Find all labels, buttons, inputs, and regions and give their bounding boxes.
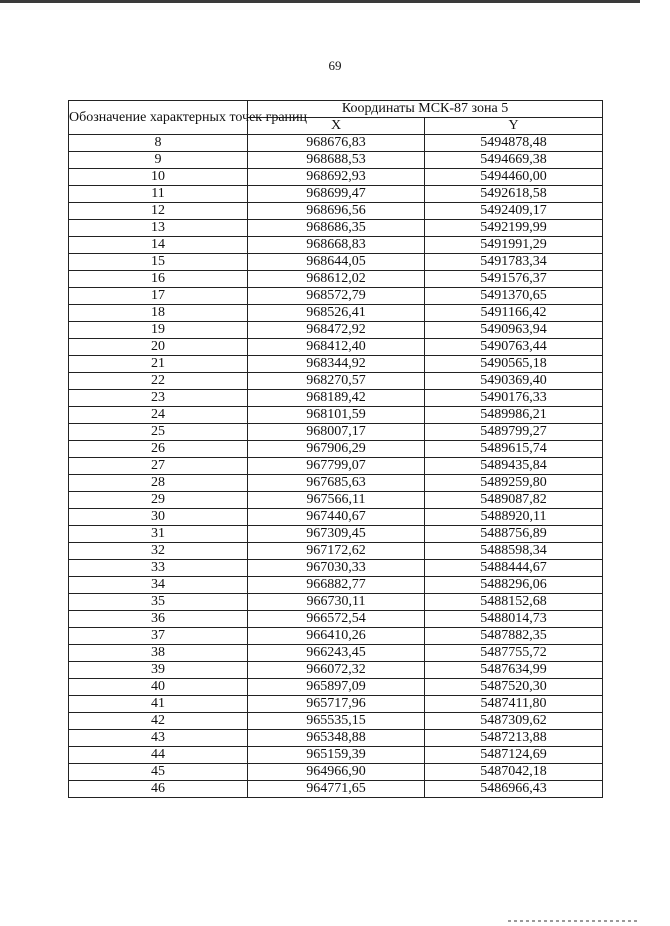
point-number-cell: 46 xyxy=(69,781,248,798)
table-row xyxy=(69,543,603,560)
x-coordinate-cell: 967309,45 xyxy=(248,526,425,543)
x-coordinate-cell: 968270,57 xyxy=(248,373,425,390)
point-number-cell: 19 xyxy=(69,322,248,339)
point-number-cell: 21 xyxy=(69,356,248,373)
x-coordinate-cell: 966072,32 xyxy=(248,662,425,679)
point-number-cell: 20 xyxy=(69,339,248,356)
point-number-cell: 26 xyxy=(69,441,248,458)
point-number-cell: 23 xyxy=(69,390,248,407)
point-number-cell: 29 xyxy=(69,492,248,509)
table-row xyxy=(69,237,603,254)
table-row xyxy=(69,390,603,407)
point-number-cell: 44 xyxy=(69,747,248,764)
point-number-cell: 10 xyxy=(69,169,248,186)
x-coordinate-cell: 968699,47 xyxy=(248,186,425,203)
x-coordinate-cell: 968472,92 xyxy=(248,322,425,339)
table-row xyxy=(69,713,603,730)
x-coordinate-cell: 968526,41 xyxy=(248,305,425,322)
x-coordinate-cell: 968101,59 xyxy=(248,407,425,424)
x-coordinate-cell: 968644,05 xyxy=(248,254,425,271)
point-number-cell: 45 xyxy=(69,764,248,781)
table-row xyxy=(69,577,603,594)
table-row xyxy=(69,339,603,356)
point-number-cell: 41 xyxy=(69,696,248,713)
y-coordinate-cell: 5487309,62 xyxy=(425,713,603,730)
y-coordinate-cell: 5487042,18 xyxy=(425,764,603,781)
table-row xyxy=(69,611,603,628)
point-number-cell: 35 xyxy=(69,594,248,611)
x-coordinate-cell: 968572,79 xyxy=(248,288,425,305)
table-row xyxy=(69,781,603,798)
y-coordinate-cell: 5489615,74 xyxy=(425,441,603,458)
table-body xyxy=(69,135,603,798)
x-coordinate-cell: 968686,35 xyxy=(248,220,425,237)
point-number-cell: 17 xyxy=(69,288,248,305)
x-coordinate-cell: 968692,93 xyxy=(248,169,425,186)
point-number-cell: 39 xyxy=(69,662,248,679)
x-coordinate-cell: 967440,67 xyxy=(248,509,425,526)
point-number-cell: 43 xyxy=(69,730,248,747)
y-coordinate-cell: 5490963,94 xyxy=(425,322,603,339)
x-coordinate-cell: 968612,02 xyxy=(248,271,425,288)
x-coordinate-cell: 966243,45 xyxy=(248,645,425,662)
point-number-cell: 32 xyxy=(69,543,248,560)
table-row xyxy=(69,322,603,339)
table-row xyxy=(69,747,603,764)
x-coordinate-cell: 968189,42 xyxy=(248,390,425,407)
y-coordinate-cell: 5487411,80 xyxy=(425,696,603,713)
y-coordinate-cell: 5487124,69 xyxy=(425,747,603,764)
table-row xyxy=(69,254,603,271)
table-row xyxy=(69,526,603,543)
table-row xyxy=(69,373,603,390)
point-number-cell: 38 xyxy=(69,645,248,662)
y-coordinate-cell: 5489799,27 xyxy=(425,424,603,441)
table-row xyxy=(69,458,603,475)
table-header xyxy=(69,101,603,135)
x-coordinate-cell: 965535,15 xyxy=(248,713,425,730)
point-number-cell: 25 xyxy=(69,424,248,441)
point-number-cell: 27 xyxy=(69,458,248,475)
table-row xyxy=(69,628,603,645)
x-coordinate-cell: 968412,40 xyxy=(248,339,425,356)
x-coordinate-cell: 968676,83 xyxy=(248,135,425,152)
point-number-cell: 9 xyxy=(69,152,248,169)
y-coordinate-cell: 5491370,65 xyxy=(425,288,603,305)
x-coordinate-cell: 967172,62 xyxy=(248,543,425,560)
x-coordinate-cell: 964966,90 xyxy=(248,764,425,781)
table-row xyxy=(69,220,603,237)
table-row xyxy=(69,594,603,611)
point-number-cell: 14 xyxy=(69,237,248,254)
y-coordinate-cell: 5491783,34 xyxy=(425,254,603,271)
y-coordinate-cell: 5490565,18 xyxy=(425,356,603,373)
y-coordinate-cell: 5489435,84 xyxy=(425,458,603,475)
y-coordinate-cell: 5491576,37 xyxy=(425,271,603,288)
x-coordinate-cell: 966882,77 xyxy=(248,577,425,594)
header-x: X xyxy=(248,118,425,135)
table-row xyxy=(69,764,603,781)
point-number-cell: 8 xyxy=(69,135,248,152)
point-number-cell: 22 xyxy=(69,373,248,390)
x-coordinate-cell: 967906,29 xyxy=(248,441,425,458)
y-coordinate-cell: 5491991,29 xyxy=(425,237,603,254)
point-number-cell: 11 xyxy=(69,186,248,203)
x-coordinate-cell: 965897,09 xyxy=(248,679,425,696)
y-coordinate-cell: 5492199,99 xyxy=(425,220,603,237)
y-coordinate-cell: 5489259,80 xyxy=(425,475,603,492)
x-coordinate-cell: 968007,17 xyxy=(248,424,425,441)
scan-artifact xyxy=(508,920,640,922)
y-coordinate-cell: 5490369,40 xyxy=(425,373,603,390)
point-number-cell: 40 xyxy=(69,679,248,696)
y-coordinate-cell: 5487755,72 xyxy=(425,645,603,662)
table-row xyxy=(69,271,603,288)
y-coordinate-cell: 5487634,99 xyxy=(425,662,603,679)
table-row xyxy=(69,424,603,441)
point-number-cell: 28 xyxy=(69,475,248,492)
y-coordinate-cell: 5487213,88 xyxy=(425,730,603,747)
y-coordinate-cell: 5488920,11 xyxy=(425,509,603,526)
table-row xyxy=(69,509,603,526)
header-point-designation: Обозначение характерных точек границ xyxy=(69,101,248,135)
y-coordinate-cell: 5490763,44 xyxy=(425,339,603,356)
x-coordinate-cell: 965159,39 xyxy=(248,747,425,764)
point-number-cell: 15 xyxy=(69,254,248,271)
y-coordinate-cell: 5491166,42 xyxy=(425,305,603,322)
y-coordinate-cell: 5494669,38 xyxy=(425,152,603,169)
table-row xyxy=(69,645,603,662)
table-row xyxy=(69,679,603,696)
x-coordinate-cell: 968344,92 xyxy=(248,356,425,373)
table-row xyxy=(69,356,603,373)
y-coordinate-cell: 5486966,43 xyxy=(425,781,603,798)
table-row xyxy=(69,186,603,203)
y-coordinate-cell: 5488444,67 xyxy=(425,560,603,577)
y-coordinate-cell: 5487882,35 xyxy=(425,628,603,645)
x-coordinate-cell: 967566,11 xyxy=(248,492,425,509)
x-coordinate-cell: 967685,63 xyxy=(248,475,425,492)
point-number-cell: 30 xyxy=(69,509,248,526)
table-row xyxy=(69,169,603,186)
point-number-cell: 16 xyxy=(69,271,248,288)
x-coordinate-cell: 967030,33 xyxy=(248,560,425,577)
y-coordinate-cell: 5488014,73 xyxy=(425,611,603,628)
page-number: 69 xyxy=(328,58,342,73)
y-coordinate-cell: 5494460,00 xyxy=(425,169,603,186)
coordinates-table xyxy=(68,100,603,798)
table-row xyxy=(69,560,603,577)
point-number-cell: 31 xyxy=(69,526,248,543)
point-number-cell: 24 xyxy=(69,407,248,424)
x-coordinate-cell: 965348,88 xyxy=(248,730,425,747)
table-row xyxy=(69,152,603,169)
table-row xyxy=(69,696,603,713)
table-row xyxy=(69,441,603,458)
point-number-cell: 34 xyxy=(69,577,248,594)
y-coordinate-cell: 5494878,48 xyxy=(425,135,603,152)
x-coordinate-cell: 967799,07 xyxy=(248,458,425,475)
y-coordinate-cell: 5489986,21 xyxy=(425,407,603,424)
table-row xyxy=(69,662,603,679)
table-row xyxy=(69,407,603,424)
y-coordinate-cell: 5492409,17 xyxy=(425,203,603,220)
y-coordinate-cell: 5489087,82 xyxy=(425,492,603,509)
table-row xyxy=(69,492,603,509)
header-coordinate-system: Координаты МСК-87 зона 5 xyxy=(248,101,603,118)
table-row xyxy=(69,203,603,220)
point-number-cell: 18 xyxy=(69,305,248,322)
table-row xyxy=(69,135,603,152)
y-coordinate-cell: 5492618,58 xyxy=(425,186,603,203)
x-coordinate-cell: 965717,96 xyxy=(248,696,425,713)
x-coordinate-cell: 966572,54 xyxy=(248,611,425,628)
point-number-cell: 36 xyxy=(69,611,248,628)
point-number-cell: 42 xyxy=(69,713,248,730)
y-coordinate-cell: 5487520,30 xyxy=(425,679,603,696)
y-coordinate-cell: 5490176,33 xyxy=(425,390,603,407)
x-coordinate-cell: 966730,11 xyxy=(248,594,425,611)
table-row xyxy=(69,475,603,492)
x-coordinate-cell: 968668,83 xyxy=(248,237,425,254)
y-coordinate-cell: 5488296,06 xyxy=(425,577,603,594)
x-coordinate-cell: 968696,56 xyxy=(248,203,425,220)
point-number-cell: 13 xyxy=(69,220,248,237)
x-coordinate-cell: 968688,53 xyxy=(248,152,425,169)
header-y: Y xyxy=(425,118,603,135)
table-row xyxy=(69,305,603,322)
table-row xyxy=(69,730,603,747)
scan-top-edge xyxy=(0,0,640,3)
y-coordinate-cell: 5488598,34 xyxy=(425,543,603,560)
x-coordinate-cell: 966410,26 xyxy=(248,628,425,645)
y-coordinate-cell: 5488756,89 xyxy=(425,526,603,543)
point-number-cell: 37 xyxy=(69,628,248,645)
point-number-cell: 33 xyxy=(69,560,248,577)
x-coordinate-cell: 964771,65 xyxy=(248,781,425,798)
point-number-cell: 12 xyxy=(69,203,248,220)
y-coordinate-cell: 5488152,68 xyxy=(425,594,603,611)
table-row xyxy=(69,288,603,305)
